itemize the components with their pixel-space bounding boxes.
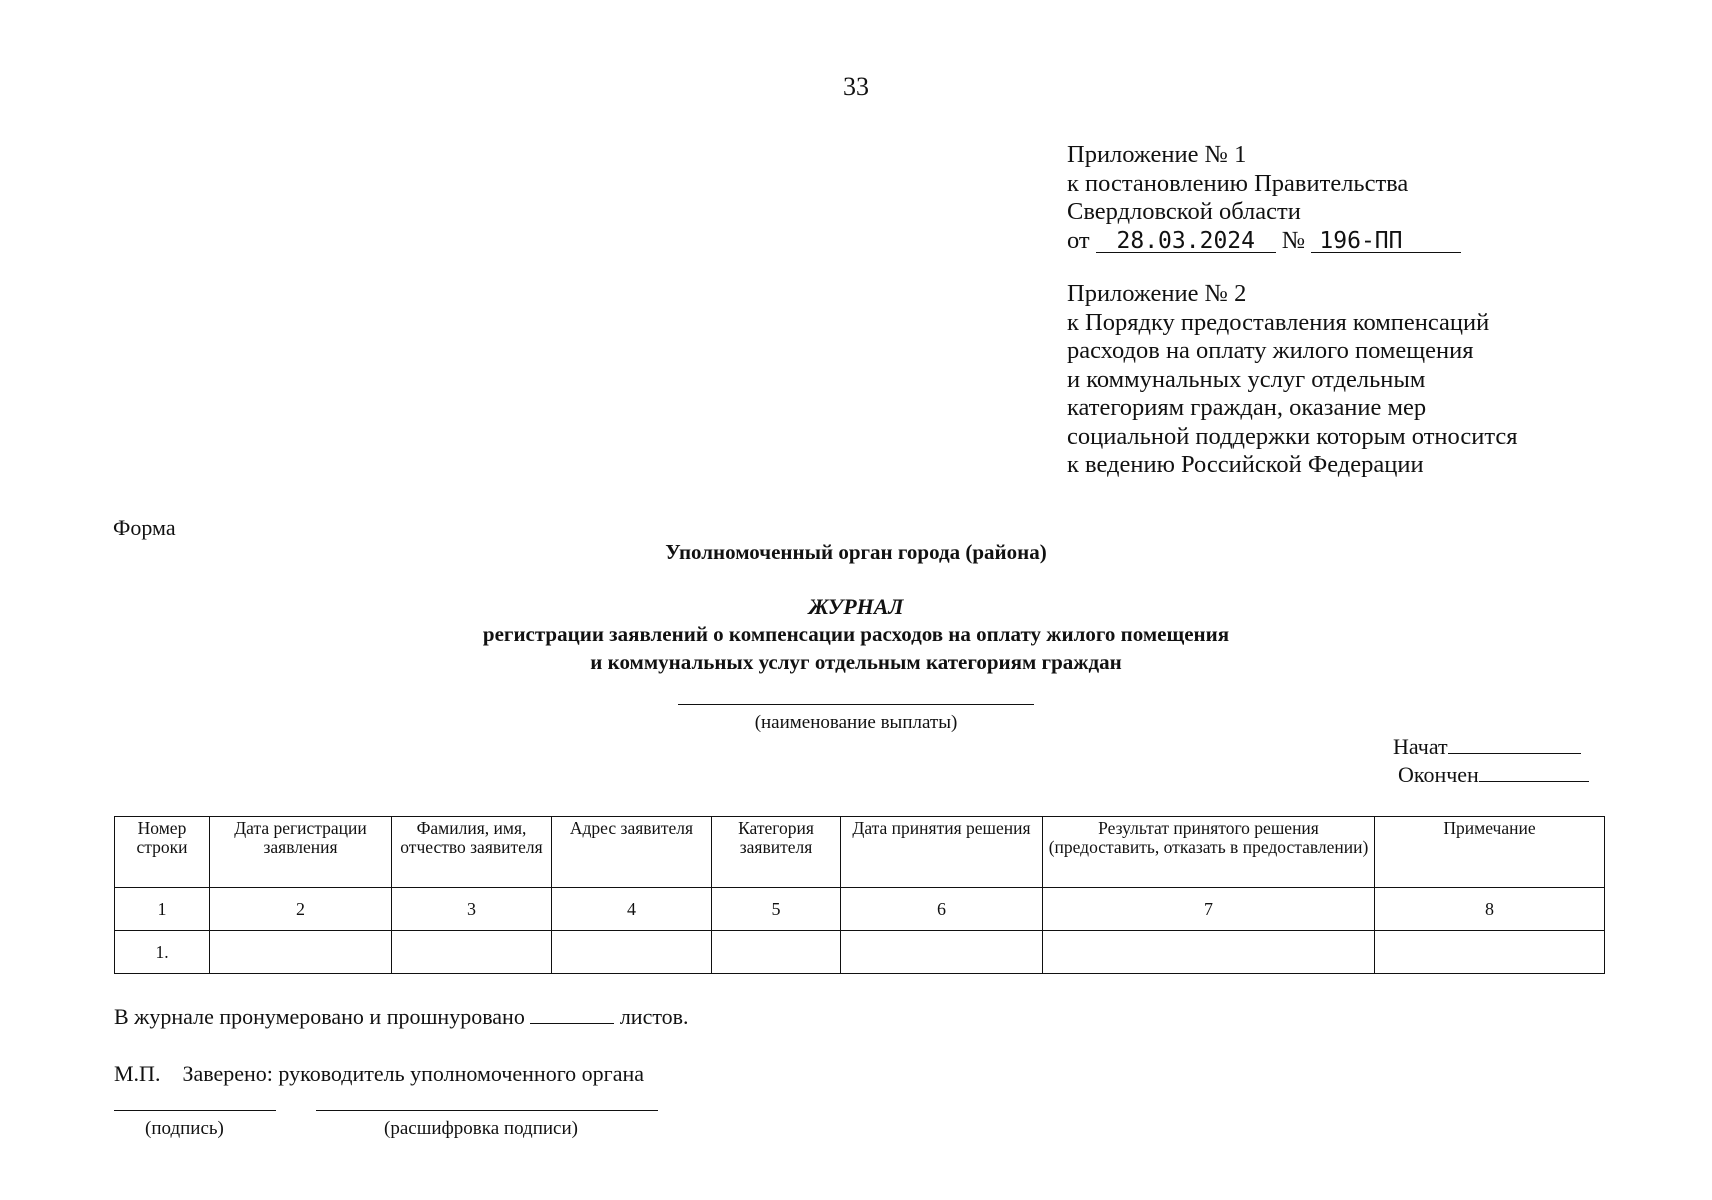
payment-name-caption: (наименование выплаты) xyxy=(754,712,958,733)
table-header-row xyxy=(115,817,1605,888)
ended-label: Окончен xyxy=(1398,762,1479,787)
org-heading: Уполномоченный орган города (района) xyxy=(665,540,1047,564)
column-number: 8 xyxy=(1375,888,1605,931)
appendix-2-line: к ведению Российской Федерации xyxy=(1067,451,1424,478)
column-header: Дата принятия решения xyxy=(841,817,1043,888)
stamp-label: М.П. xyxy=(114,1061,161,1086)
appendix-2-line: к Порядку предоставления компенсаций xyxy=(1067,308,1490,336)
table-cell xyxy=(210,931,392,974)
column-header: Результат принятого решения (предоставить, отказать в предоставлении) xyxy=(1043,817,1375,888)
appendix-1-line: к постановлению Правительства xyxy=(1067,169,1409,197)
column-header: Примечание xyxy=(1375,817,1605,888)
sheets-suffix: листов. xyxy=(619,1004,689,1029)
ot-label: от xyxy=(1067,226,1090,254)
table-cell xyxy=(841,931,1043,974)
column-number: 6 xyxy=(841,888,1043,931)
certified-label: Заверено: руководитель уполномоченного органа xyxy=(182,1061,645,1086)
table-cell xyxy=(1375,931,1605,974)
column-header: Фамилия, имя, отчество заявителя xyxy=(392,817,552,888)
sheets-prefix: В журнале пронумеровано и прошнуровано xyxy=(114,1004,525,1029)
column-header: Номер строки xyxy=(115,817,210,888)
registration-table xyxy=(114,816,1605,974)
resolution-date: 28.03.2024 xyxy=(1096,230,1276,253)
table-cell xyxy=(1043,931,1375,974)
table-cell xyxy=(552,931,712,974)
journal-subtitle: и коммунальных услуг отдельным категориям граждан xyxy=(590,650,1122,674)
signature-decode-line xyxy=(316,1110,658,1111)
journal-subtitle: регистрации заявлений о компенсации расходов на оплату жилого помещения xyxy=(482,622,1230,646)
column-header: Категория заявителя xyxy=(712,817,841,888)
column-number: 7 xyxy=(1043,888,1375,931)
column-header: Адрес заявителя xyxy=(552,817,712,888)
table-cell xyxy=(712,931,841,974)
form-label: Форма xyxy=(113,515,176,540)
appendix-1-line: Свердловской области xyxy=(1067,198,1301,225)
sheets-statement xyxy=(114,1004,689,1030)
started-blank xyxy=(1448,752,1581,754)
appendix-2-block xyxy=(1067,280,1518,480)
ended-blank xyxy=(1479,780,1589,782)
resolution-ref-line xyxy=(1067,227,1461,256)
appendix-1-block xyxy=(1067,141,1461,255)
started-label: Начат xyxy=(1393,734,1448,759)
appendix-2-line: Приложение № 2 xyxy=(1067,280,1247,307)
column-number: 1 xyxy=(115,888,210,931)
payment-name-line xyxy=(678,704,1034,705)
column-number: 5 xyxy=(712,888,841,931)
signature-line xyxy=(114,1110,276,1111)
sheets-count-blank xyxy=(530,1022,614,1024)
number-label: № xyxy=(1281,226,1306,254)
appendix-2-line: и коммунальных услуг отдельным xyxy=(1067,365,1426,393)
ended-field xyxy=(1398,762,1589,788)
column-number: 2 xyxy=(210,888,392,931)
column-number: 4 xyxy=(552,888,712,931)
appendix-2-line: расходов на оплату жилого помещения xyxy=(1067,337,1474,364)
appendix-1-line: Приложение № 1 xyxy=(1067,141,1247,168)
table-row xyxy=(115,931,1605,974)
column-header: Дата регистрации заявления xyxy=(210,817,392,888)
signature-caption: (подпись) xyxy=(145,1118,224,1139)
journal-title: ЖУРНАЛ xyxy=(808,594,904,619)
row-number-cell: 1. xyxy=(115,931,210,974)
page-number: 33 xyxy=(843,72,869,101)
table-cell xyxy=(392,931,552,974)
appendix-2-line: социальной поддержки которым относится xyxy=(1067,422,1518,450)
started-field xyxy=(1393,734,1581,760)
signature-decode-caption: (расшифровка подписи) xyxy=(384,1118,578,1139)
certification-line xyxy=(114,1061,644,1087)
appendix-2-line: категориям граждан, оказание мер xyxy=(1067,394,1427,421)
column-number: 3 xyxy=(392,888,552,931)
resolution-number: 196-ПП xyxy=(1311,230,1461,253)
column-number-row xyxy=(115,888,1605,931)
